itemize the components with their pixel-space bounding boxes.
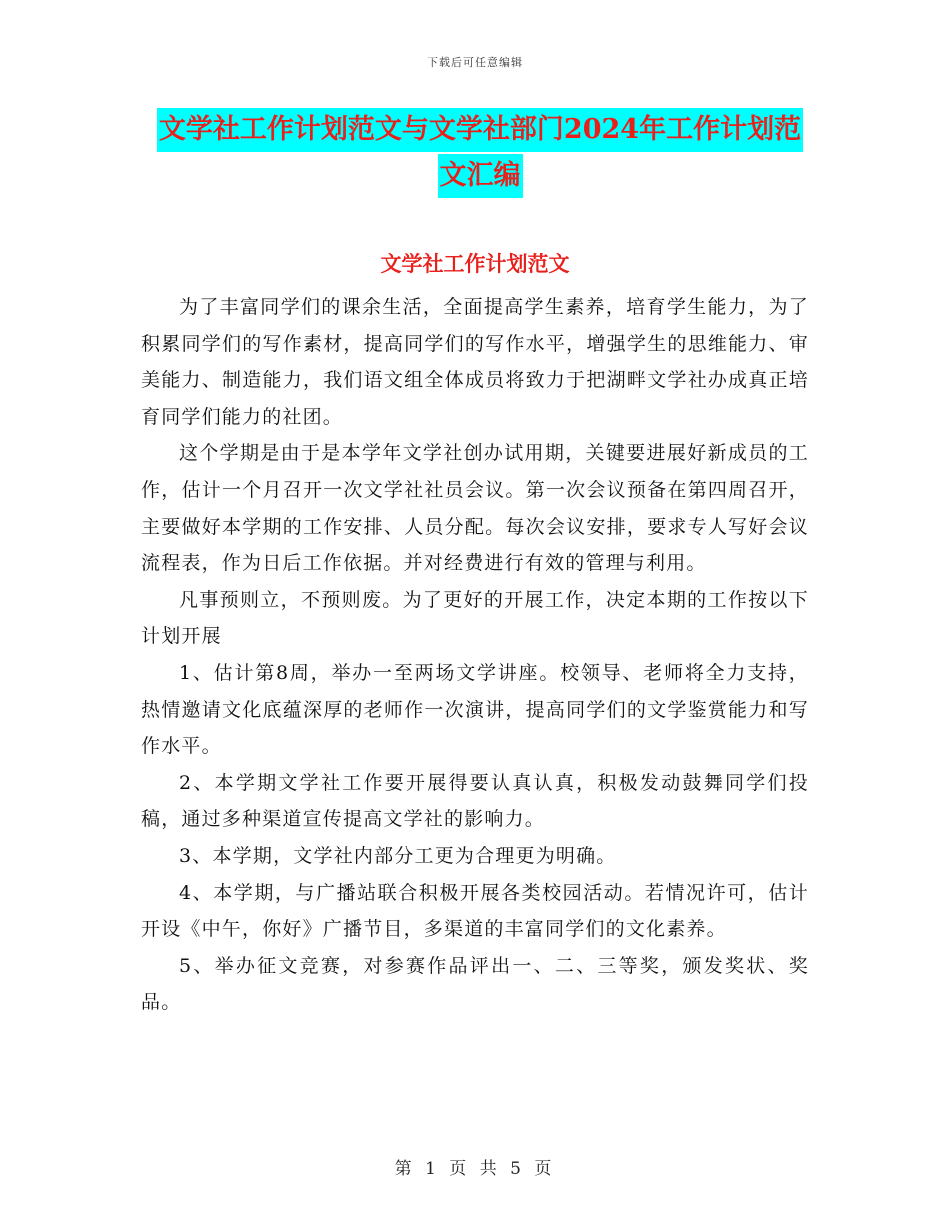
paragraph-item-3: 3、本学期，文学社内部分工更为合理更为明确。 [179,844,617,867]
page-number: 第 1 页 共 5 页 [394,1159,556,1179]
paragraph-item-1: 1、估计第8周，举办一至两场文学讲座。校领导、老师将全力支持，热情邀请文化底蕴深厚的老师作一次演讲，提高同学们的文学鉴赏能力和写作水平。 [141,661,809,758]
document-title-line-2: 文汇编 [438,154,523,198]
paragraph-intro: 为了丰富同学们的课余生活，全面提高学生素养，培育学生能力，为了积累同学们的写作素材，提高同学们的写作水平，增强学生的思维能力、审美能力、制造能力，我们语文组全体成员将致力于把湖畔文学社办成真正培育同学们能力的社团。 [141,296,809,428]
document-body [141,289,809,1021]
paragraph-semester: 这个学期是由于是本学年文学社创办试用期，关键要进展好新成员的工作，估计一个月召开一次文学社社员会议。第一次会议预备在第四周召开，主要做好本学期的工作安排、人员分配。每次会议安排，要求专人写好会议流程表，作为日后工作依据。并对经费进行有效的管理与利用。 [141,442,809,575]
paragraph-item-4: 4、本学期，与广播站联合积极开展各类校园活动。若情况许可，估计开设《中午，你好》广播节目，多渠道的丰富同学们的文化素养。 [141,881,809,941]
paragraph-item-2: 2、本学期文学社工作要开展得要认真认真，积极发动鼓舞同学们投稿，通过多种渠道宣传提高文学社的影响力。 [141,771,809,831]
document-title [140,108,820,198]
paragraph-item-5: 5、举办征文竞赛，对参赛作品评出一、二、三等奖，颁发奖状、奖品。 [141,954,809,1014]
page-header-note: 下载后可任意编辑 [427,56,523,69]
paragraph-plan-intro: 凡事预则立，不预则废。为了更好的开展工作，决定本期的工作按以下计划开展 [141,588,809,648]
section-heading: 文学社工作计划范文 [380,251,570,276]
document-title-line-1: 文学社工作计划范文与文学社部门2024年工作计划范 [157,108,803,152]
